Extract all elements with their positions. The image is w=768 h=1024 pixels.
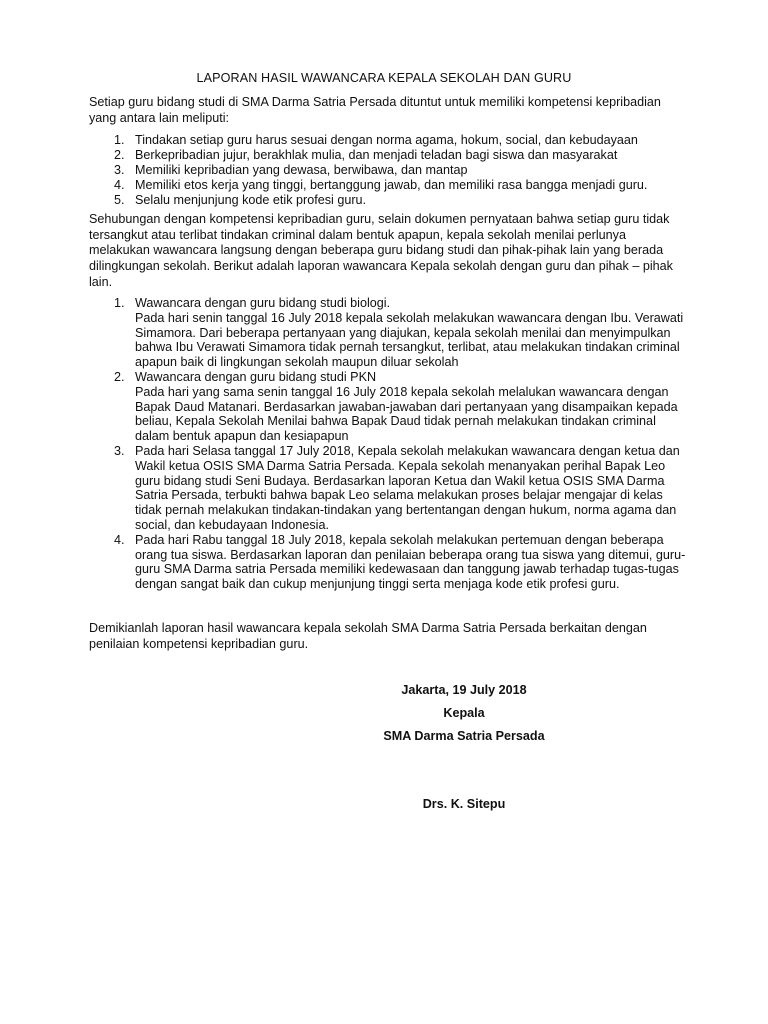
interview-list [89, 296, 689, 592]
list-number: 3. [114, 163, 125, 177]
signature-position: Kepala [443, 706, 485, 720]
list-text: Memiliki kepribadian yang dewasa, berwibawa, dan mantap [135, 163, 468, 177]
list-item [89, 533, 689, 592]
interview-heading: Wawancara dengan guru bidang studi biologi. [135, 296, 391, 310]
list-number: 4. [114, 532, 125, 547]
list-number: 3. [114, 443, 125, 458]
list-number: 4. [114, 178, 125, 192]
list-number: 2. [114, 369, 125, 384]
interview-text: Pada hari senin tanggal 16 July 2018 kepala sekolah melakukan wawancara dengan Ibu. Verawati Simamora. Dari beberapa pertanyaan yang diajukan, kepala sekolah menilai dan menyimpulkan bahwa Ibu Verawati Simamora tidak pernah tersangkut, terlibat, atau melakukan tindakan criminal apapun baik di lingkungan sekolah maupun diluar sekolah [135, 310, 684, 370]
list-text: Memiliki etos kerja yang tinggi, bertanggung jawab, dan memiliki rasa bangga menjadi guru. [135, 178, 648, 192]
list-item [89, 148, 689, 163]
signature-name: Drs. K. Sitepu [422, 797, 506, 811]
list-text: Berkepribadian jujur, berakhlak mulia, dan menjadi teladan bagi siswa dan masyarakat [135, 148, 618, 162]
list-number: 1. [114, 296, 125, 310]
list-text: Selalu menjunjung kode etik profesi guru. [135, 193, 367, 207]
list-text: Tindakan setiap guru harus sesuai dengan norma agama, hokum, social, dan kebudayaan [135, 133, 638, 147]
list-item [89, 296, 689, 370]
context-paragraph: Sehubungan dengan kompetensi kepribadian guru, selain dokumen pernyataan bahwa setiap guru tidak tersangkut atau terlibat tindakan criminal dalam bentuk apapun, kepala sekolah menilai perlunya melakukan wawancara langsung dengan beberapa guru bidang studi dan pihak-pihak lain yang berada dilingkungan sekolah. Berikut adalah laporan wawancara Kepala sekolah dengan guru dan pihak – pihak lain. [89, 212, 673, 289]
interview-text: Pada hari Selasa tanggal 17 July 2018, Kepala sekolah melakukan wawancara dengan ketua dan Wakil ketua OSIS SMA Darma Satria Persada. Kepala sekolah menanyakan perihal Bapak Leo guru bidang studi Seni Budaya. Berdasarkan laporan Ketua dan Wakil ketua OSIS SMA Darma Satria Persada, terbukti bahwa bapak Leo selama melakukan proses belajar mengajar di kelas tidak pernah melakukan tindakan-tindakan yang bertentangan dengan hukum, norma agama dan social, dan kebudayaan Indonesia. [135, 443, 680, 532]
list-number: 1. [114, 133, 125, 147]
closing-paragraph: Demikianlah laporan hasil wawancara kepala sekolah SMA Darma Satria Persada berkaitan dengan penilaian kompetensi kepribadian guru. [89, 621, 647, 651]
list-item [89, 163, 689, 178]
list-item [89, 133, 689, 148]
interview-heading: Wawancara dengan guru bidang studi PKN [135, 369, 377, 384]
interview-text: Pada hari Rabu tanggal 18 July 2018, kepala sekolah melakukan pertemuan dengan beberapa orang tua siswa. Berdasarkan laporan dan penilaian beberapa orang tua siswa yang ditemui, guru-guru SMA Darma satria Persada memiliki kedewasaan dan tanggung jawab terhadap tugas-tugas dengan sangat baik dan cukup menjunjung tinggi serta menjaga kode etik profesi guru. [135, 532, 686, 592]
list-number: 5. [114, 193, 125, 207]
list-number: 2. [114, 148, 125, 162]
intro-paragraph: Setiap guru bidang studi di SMA Darma Satria Persada dituntut untuk memiliki kompetensi kepribadian yang antara lain meliputi: [89, 95, 661, 125]
interview-text: Pada hari yang sama senin tanggal 16 July 2018 kepala sekolah melalukan wawancara dengan Bapak Daud Matanari. Berdasarkan jawaban-jawaban dari pertanyaan yang disampaikan kepada beliau, Kepala Sekolah Menilai bahwa Bapak Daud tidak pernah melakukan tindakan criminal dalam bentuk apapun dan kesiapapun [135, 384, 678, 444]
competency-list [89, 133, 689, 208]
signature-place-date: Jakarta, 19 July 2018 [401, 683, 527, 697]
list-item [89, 193, 689, 208]
list-item [89, 178, 689, 193]
list-item [89, 444, 689, 533]
document-title: LAPORAN HASIL WAWANCARA KEPALA SEKOLAH DAN GURU [196, 71, 572, 85]
signature-school: SMA Darma Satria Persada [383, 729, 545, 743]
list-item [89, 370, 689, 444]
